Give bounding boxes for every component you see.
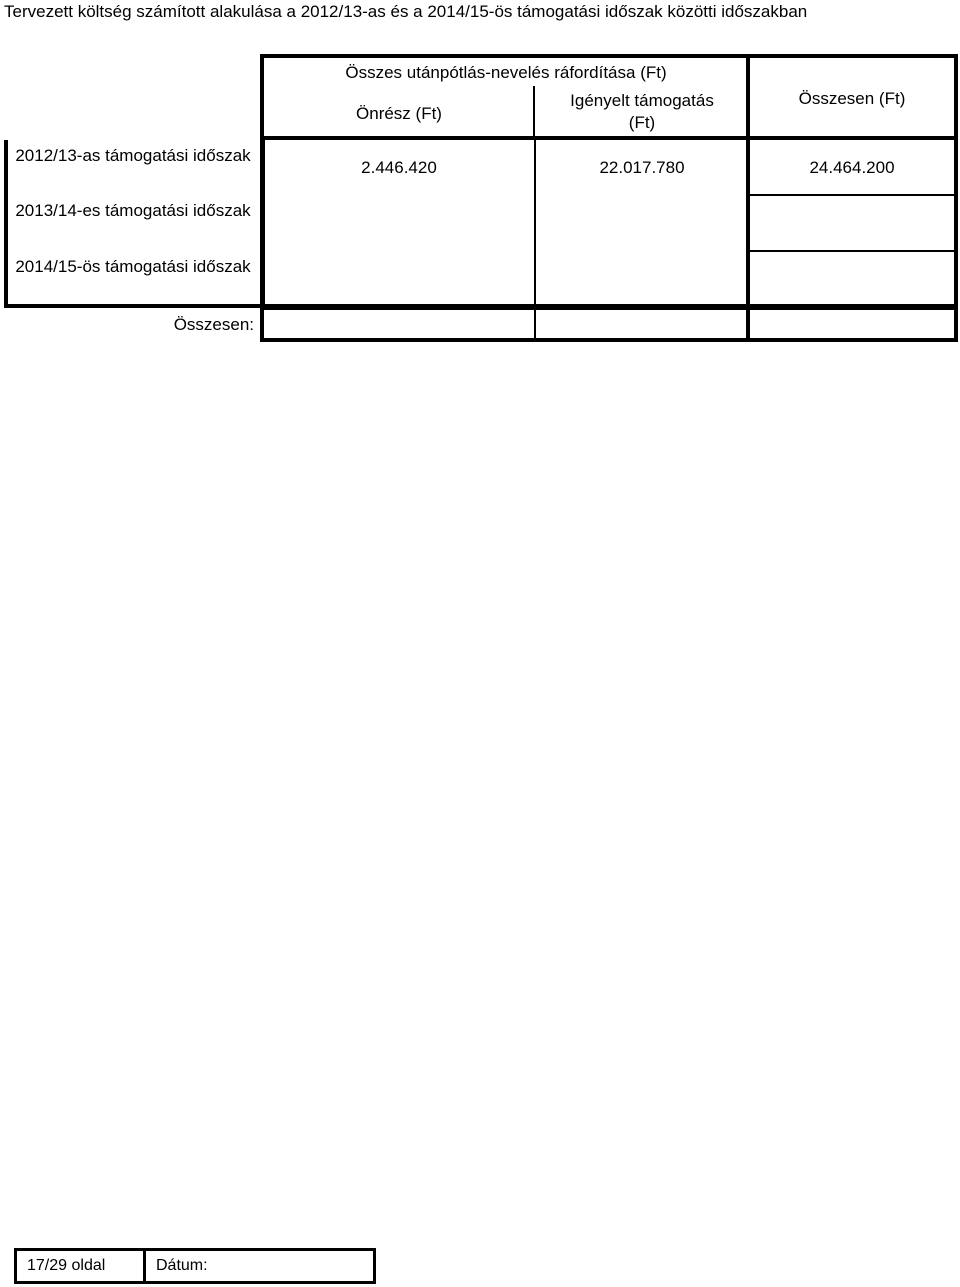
page-title: Tervezett költség számított alakulása a 2012/13-as és a 2014/15-ös támogatási időszak közötti időszakban (4, 2, 808, 21)
group-header: Összes utánpótlás-nevelés ráfordítása (Ft) (345, 63, 667, 82)
cell-igenyelt: 22.017.780 (599, 158, 685, 177)
cell-osszesen: 24.464.200 (809, 158, 895, 177)
col-header-onresz: Önrész (Ft) (356, 104, 442, 123)
cell-onresz: 2.446.420 (361, 158, 437, 177)
col-header-igenyelt: Igényelt támogatás (Ft) (570, 91, 714, 132)
row-label: 2012/13-as támogatási időszak (15, 146, 251, 165)
total-label: Összesen: (173, 315, 254, 334)
row-label: 2013/14-es támogatási időszak (15, 201, 251, 220)
total-cell-osszesen (746, 306, 958, 342)
total-cell-onresz (260, 306, 536, 342)
col-header-osszesen: Összesen (Ft) (798, 89, 906, 108)
page-number: 17/29 oldal (27, 1257, 106, 1274)
footer-page-number (14, 1248, 146, 1284)
date-label: Dátum: (156, 1257, 208, 1274)
footer-date (143, 1248, 376, 1284)
row-label: 2014/15-ös támogatási időszak (15, 257, 251, 276)
total-cell-igenyelt (534, 306, 750, 342)
